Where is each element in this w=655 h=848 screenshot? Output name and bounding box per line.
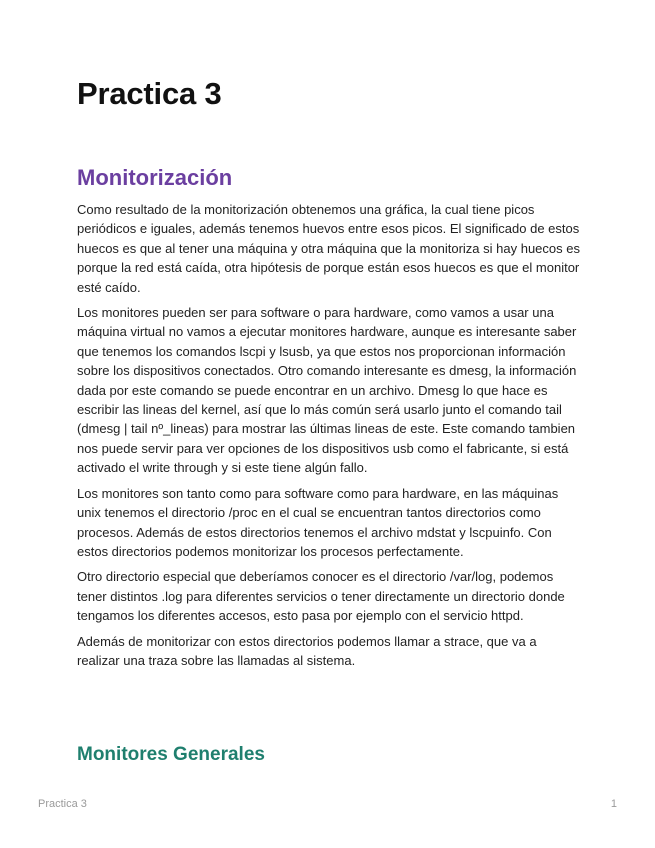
section-heading-monitorizacion: Monitorización <box>77 165 233 190</box>
page-title: Practica 3 <box>77 76 222 111</box>
paragraph: Como resultado de la monitorización obtenemos una gráfica, la cual tiene picos periódicos e iguales, además tenemos huevos entre esos picos. El significado de estos huecos es que al tener una máquina y otra máquina que la monitoriza si hay huecos es porque la red está caída, otra hipótesis de porque están esos huecos es que el monitor esté caído. <box>77 202 580 295</box>
paragraph: Los monitores pueden ser para software o para hardware, como vamos a usar una máquina virtual no vamos a ejecutar monitores hardware, aunque es interesante saber que tenemos los comandos lscpi y lsusb, ya que estos nos proporcionan información sobre los dispositivos conectados. Otro comando interesante es dmesg, la información dada por este comando se puede encontrar en un archivo. Dmesg lo que hace es escribir las lineas del kernel, así que lo más común será usarlo junto el comando tail (dmesg | tail nº_lineas) para mostrar las últimas lineas de este. Este comando tambien nos puede servir para ver opciones de los dispositivos usb como el fabricante, si está activado el write through y si este tiene algún fallo. <box>77 305 577 476</box>
paragraph: Los monitores son tanto como para software como para hardware, en las máquinas unix tenemos el directorio /proc en el cual se encuentran tantos directorios como procesos. Además de estos directorios tenemos el archivo mdstat y lscpuinfo. Con estos directorios podemos monitorizar los procesos perfectamente. <box>77 485 559 559</box>
footer-document-title: Practica 3 <box>38 798 87 810</box>
subsection-heading-monitores-generales: Monitores Generales <box>77 744 265 765</box>
page-number: 1 <box>610 798 617 810</box>
paragraph: Otro directorio especial que deberíamos conocer es el directorio /var/log, podemos tener distintos .log para diferentes servicios o tener directamente un directorio donde tengamos los diferentes accesos, esto pasa por ejemplo con el servicio httpd. <box>77 569 565 624</box>
paragraph: Además de monitorizar con estos directorios podemos llamar a strace, que va a realizar una traza sobre las llamadas al sistema. <box>77 633 537 668</box>
body-text <box>77 200 582 676</box>
page-footer <box>38 798 617 810</box>
